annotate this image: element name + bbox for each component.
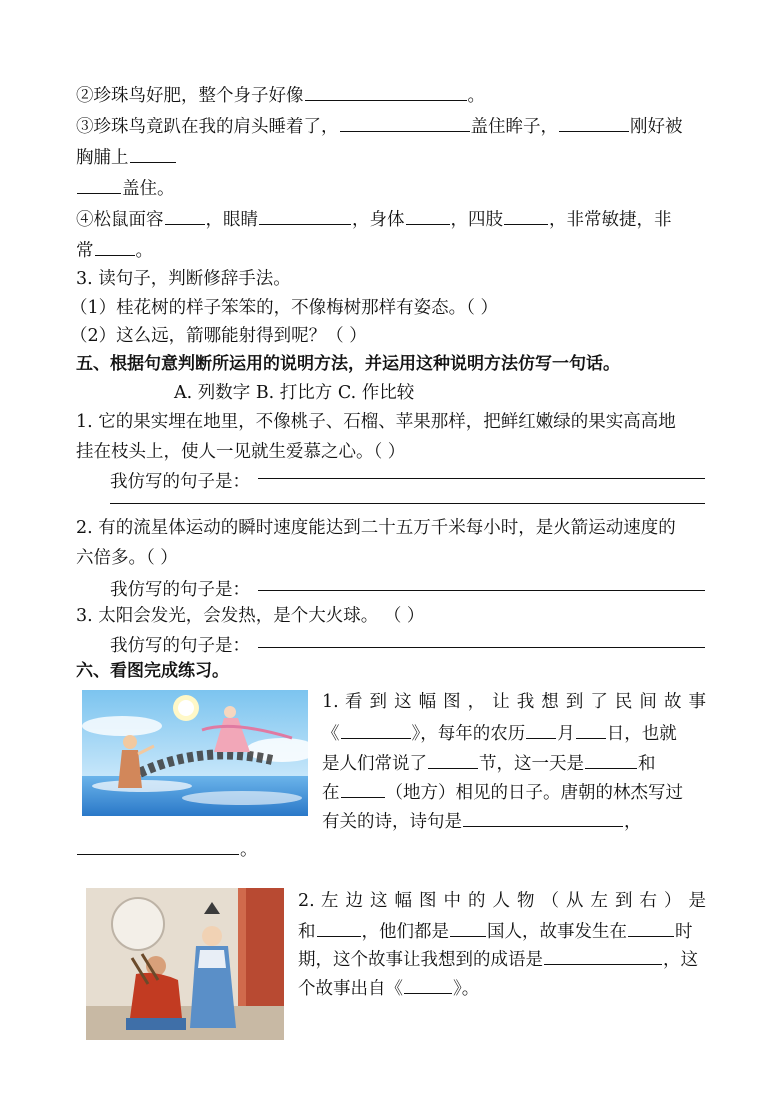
fill-blank[interactable] xyxy=(450,918,486,937)
p1-l4: 在 （地方）相见的日子。唐朝的林杰写过 xyxy=(322,779,683,805)
p1-l1: 1. 看 到 这 幅 图 ， 让 我 想 到 了 民 间 故 事 xyxy=(322,692,706,712)
fill-blank[interactable] xyxy=(130,144,176,163)
fill-blank[interactable] xyxy=(341,779,385,798)
fill-blank[interactable] xyxy=(544,946,662,965)
lianpo-xiangru-picture xyxy=(86,888,284,1040)
sec5-q3: 3. 太阳会发光，会发热，是个大火球。 （ ） xyxy=(76,606,425,626)
copy-label: 我仿写的句子是： xyxy=(110,580,250,600)
p2-l3: 期，这个故事让我想到的成语是 ，这 xyxy=(298,946,698,972)
sec5-q2-l1: 2. 有的流星体运动的瞬时速度能达到二十五万千米每小时，是火箭运动速度的 xyxy=(76,518,676,538)
q2-4-line2: 常 。 xyxy=(76,237,153,263)
fill-blank[interactable] xyxy=(259,206,351,225)
q2-2-line: ②珍珠鸟好肥，整个身子好像 。 xyxy=(76,82,485,108)
p1-l6: 。 xyxy=(76,836,258,862)
fill-blank[interactable] xyxy=(628,918,674,937)
fill-blank[interactable] xyxy=(317,918,361,937)
q3-1: （1）桂花树的样子笨笨的，不像梅树那样有姿态。（ ） xyxy=(70,298,498,318)
sec5-q1-l1: 1. 它的果实埋在地里，不像桃子、石榴、苹果那样，把鲜红嫩绿的果实高高地 xyxy=(76,412,676,432)
fill-blank[interactable] xyxy=(77,175,121,194)
sec5-q1-l2: 挂在枝头上，使人一见就生爱慕之心。（ ） xyxy=(76,442,406,462)
p1-l2: 《 》，每年的农历 月 日，也就 xyxy=(322,720,677,746)
fill-blank[interactable] xyxy=(165,206,205,225)
q2-4-line: ④松鼠面容 ，眼睛 ，身体 ，四肢 ，非常敏捷，非 xyxy=(76,206,672,232)
answer-line[interactable] xyxy=(258,478,705,479)
fill-blank[interactable] xyxy=(576,720,606,739)
cowherd-weaver-picture xyxy=(82,690,308,816)
fill-blank[interactable] xyxy=(340,113,470,132)
fill-blank[interactable] xyxy=(406,206,450,225)
sec5-title: 五、根据句意判断所运用的说明方法，并运用这种说明方法仿写一句话。 xyxy=(76,354,620,374)
p1-l3: 是人们常说了 节，这一天是 和 xyxy=(322,750,656,776)
q3-title: 3. 读句子，判断修辞手法。 xyxy=(76,269,291,289)
q2-3-line: ③珍珠鸟竟趴在我的肩头睡着了， 盖住眸子， 刚好被 xyxy=(76,113,683,139)
sec5-options: A. 列数字 B. 打比方 C. 作比较 xyxy=(174,383,415,403)
fill-blank[interactable] xyxy=(77,836,239,855)
fill-blank[interactable] xyxy=(305,82,467,101)
fill-blank[interactable] xyxy=(95,237,135,256)
fill-blank[interactable] xyxy=(504,206,548,225)
fill-blank[interactable] xyxy=(341,720,411,739)
sec6-title: 六、看图完成练习。 xyxy=(76,661,229,681)
answer-line[interactable] xyxy=(258,590,705,591)
fill-blank[interactable] xyxy=(404,975,452,994)
copy-label: 我仿写的句子是： xyxy=(110,636,250,656)
p2-l1: 2. 左 边 这 幅 图 中 的 人 物 （ 从 左 到 右 ） 是 xyxy=(298,891,706,911)
answer-line[interactable] xyxy=(258,647,705,648)
q2-3-line3: 盖住。 xyxy=(76,175,175,201)
fill-blank[interactable] xyxy=(526,720,556,739)
fill-blank[interactable] xyxy=(428,750,478,769)
p1-l5: 有关的诗，诗句是 ， xyxy=(322,808,642,834)
fill-blank[interactable] xyxy=(585,750,637,769)
q2-3-line2: 胸脯上 xyxy=(76,144,177,170)
sec5-q2-l2: 六倍多。（ ） xyxy=(76,548,178,568)
fill-blank[interactable] xyxy=(463,808,623,827)
q3-2: （2）这么远，箭哪能射得到呢？（ ） xyxy=(70,326,367,346)
p2-l4: 个故事出自《 》。 xyxy=(298,975,479,1001)
answer-line[interactable] xyxy=(110,503,705,504)
copy-label: 我仿写的句子是： xyxy=(110,472,250,492)
fill-blank[interactable] xyxy=(559,113,629,132)
p2-l2: 和 ，他们都是 国人，故事发生在 时 xyxy=(298,918,693,944)
